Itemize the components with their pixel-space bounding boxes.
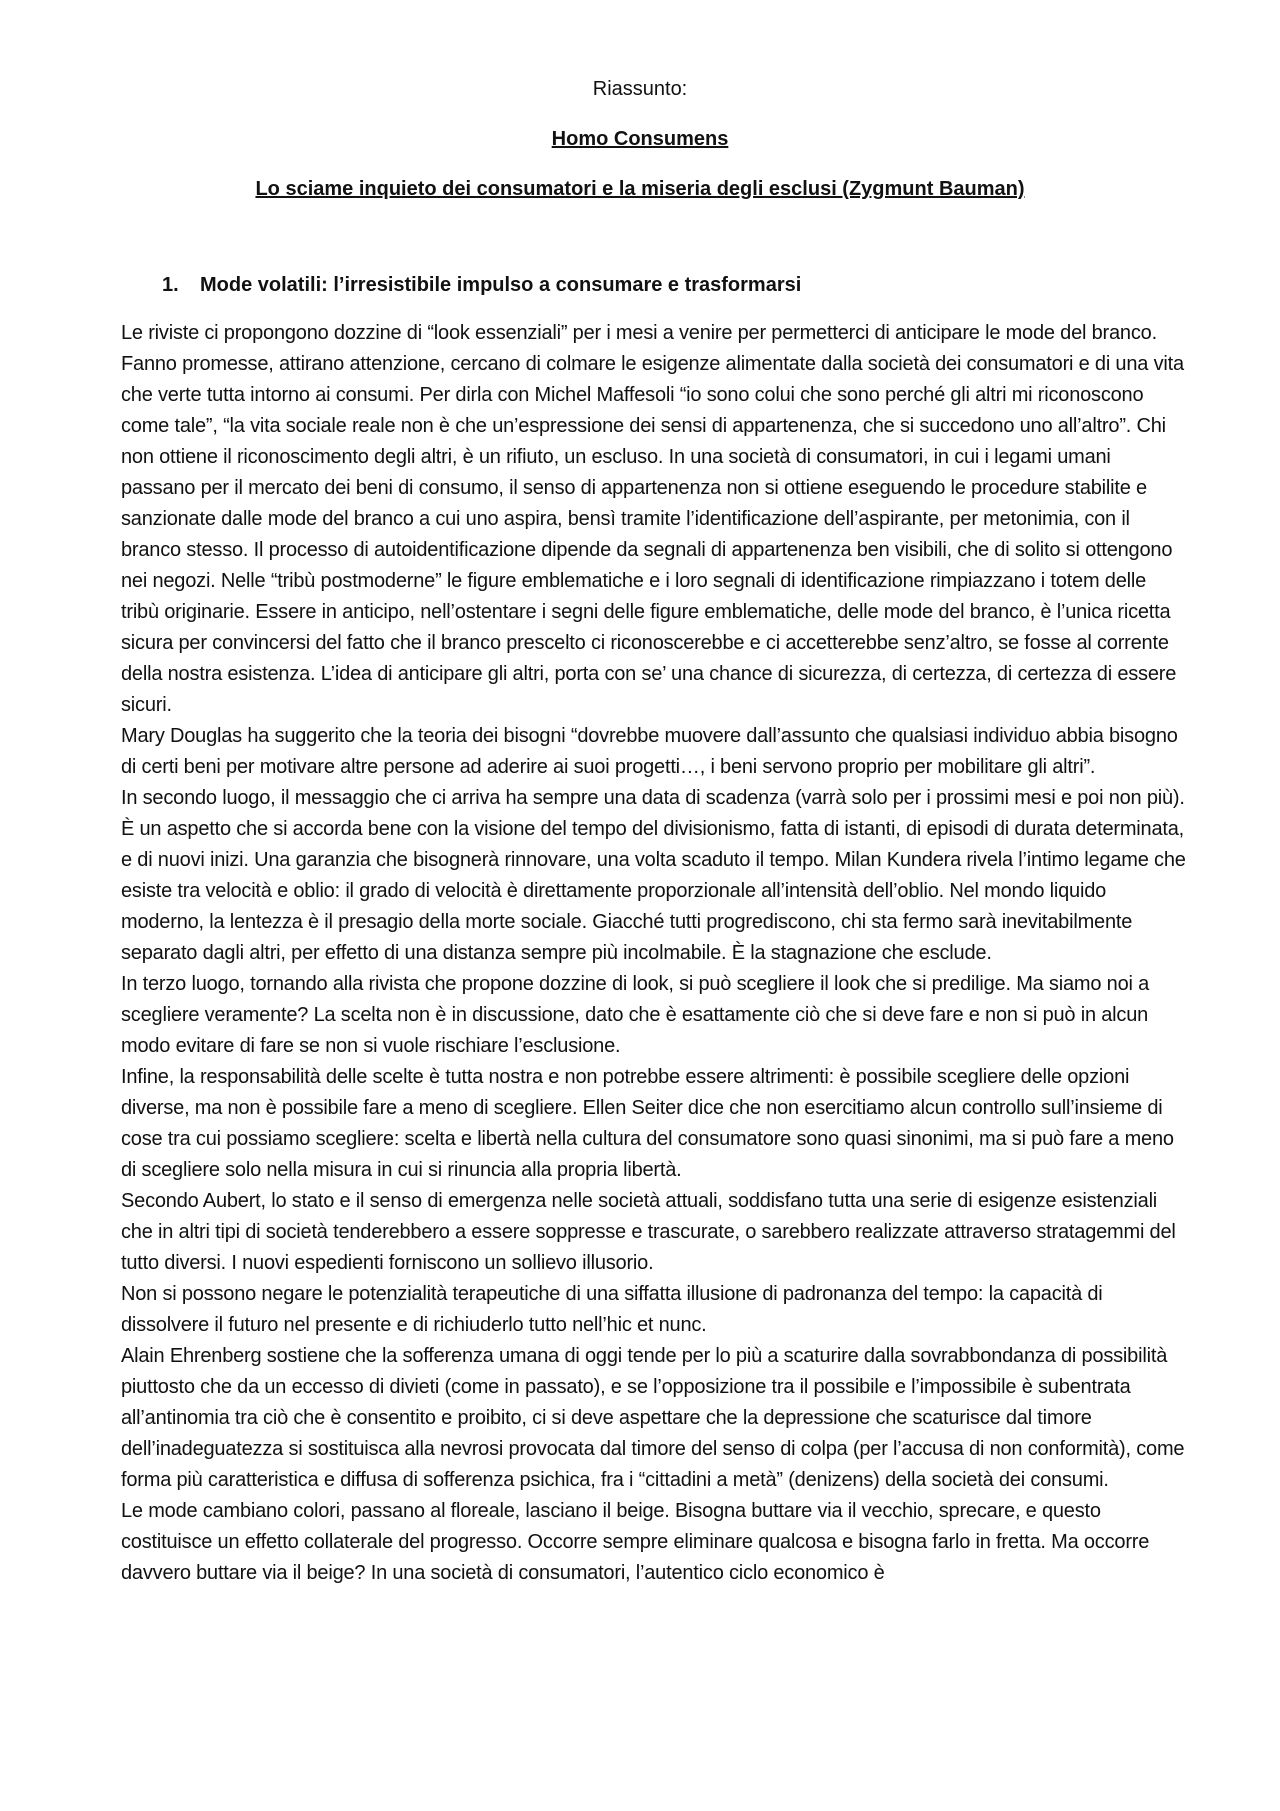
document-title: Homo Consumens [551,128,729,150]
section-number: 1. [162,274,179,296]
paragraph: Non si possono negare le potenzialità terapeutiche di una siffatta illusione di padronanza del tempo: la capacità di dissolvere il futuro nel presente e di richiuderlo tutto nell’hic et nunc. [121,1283,1103,1336]
paragraph: Le riviste ci propongono dozzine di “look essenziali” per i mesi a venire per permetterci di anticipare le mode del branco. Fanno promesse, attirano attenzione, cercano di colmare le esigenze alimentate dalla società dei consumatori e di una vita che verte tutta intorno ai consumi. Per dirla con Michel Maffesoli “io sono colui che sono perché gli altri mi riconoscono come tale”, “la vita sociale reale non è che un’espressione dei sensi di appartenenza, che si succedono uno all’altro”. Chi non ottiene il riconoscimento degli altri, è un rifiuto, un escluso. In una società di consumatori, in cui i legami umani passano per il mercato dei beni di consumo, il senso di appartenenza non si ottiene eseguendo le procedure stabilite e sanzionate dalle mode del branco a cui uno aspira, bensì tramite l’identificazione dell’aspirante, per metonimia, con il branco stesso. Il processo di autoidentificazione dipende da segnali di appartenenza ben visibili, che di solito si ottengono nei negozi. Nelle “tribù postmoderne” le figure emblematiche e i loro segnali di identificazione rimpiazzano i totem delle tribù originarie. Essere in anticipo, nell’ostentare i segni delle figure emblematiche, delle mode del branco, è l’unica ricetta sicura per convincersi del fatto che il branco prescelto ci riconoscerebbe e ci accetterebbe senz’altro, se fosse al corrente della nostra esistenza. L’idea di anticipare gli altri, porta con se’ una chance di sicurezza, di certezza, di certezza di essere sicuri. [121,322,1184,716]
paragraph: Alain Ehrenberg sostiene che la sofferenza umana di oggi tende per lo più a scaturire dalla sovrabbondanza di possibilità piuttosto che da un eccesso di divieti (come in passato), e se l’opposizione tra il possibile e l’impossibile è subentrata all’antinomia tra ciò che è consentito e proibito, ci si deve aspettare che la depressione che scaturisce dal timore dell’inadeguatezza si sostituisca alla nevrosi provocata dal timore del senso di colpa (per l’accusa di non conformità), come forma più caratteristica e diffusa di sofferenza psichica, fra i “cittadini a metà” (denizens) della società dei consumi. [121,1345,1185,1491]
body-text [121,318,1186,1589]
section-heading [162,272,801,298]
summary-label: Riassunto: [592,78,688,100]
paragraph: Infine, la responsabilità delle scelte è tutta nostra e non potrebbe essere altrimenti: è possibile scegliere delle opzioni diverse, ma non è possibile fare a meno di scegliere. Ellen Seiter dice che non esercitiamo alcun controllo sull’insieme di cose tra cui possiamo scegliere: scelta e libertà nella cultura del consumatore sono quasi sinonimi, ma si può fare a meno di scegliere solo nella misura in cui si rinuncia alla propria libertà. [121,1066,1174,1181]
section-heading-text: Mode volatili: l’irresistibile impulso a consumare e trasformarsi [200,274,802,296]
paragraph: In terzo luogo, tornando alla rivista che propone dozzine di look, si può scegliere il look che si predilige. Ma siamo noi a scegliere veramente? La scelta non è in discussione, dato che è esattamente ciò che si deve fare e non si può in alcun modo evitare di fare se non si vuole rischiare l’esclusione. [121,973,1150,1057]
paragraph: In secondo luogo, il messaggio che ci arriva ha sempre una data di scadenza (varrà solo per i prossimi mesi e poi non più). È un aspetto che si accorda bene con la visione del tempo del divisionismo, fatta di istanti, di episodi di durata determinata, e di nuovi inizi. Una garanzia che bisognerà rinnovare, una volta scaduto il tempo. Milan Kundera rivela l’intimo legame che esiste tra velocità e oblio: il grado di velocità è direttamente proporzionale all’intensità dell’oblio. Nel mondo liquido moderno, la lentezza è il presagio della morte sociale. Giacché tutti progrediscono, chi sta fermo sarà inevitabilmente separato dagli altri, per effetto di una distanza sempre più incolmabile. È la stagnazione che esclude. [121,787,1186,964]
paragraph: Mary Douglas ha suggerito che la teoria dei bisogni “dovrebbe muovere dall’assunto che qualsiasi individuo abbia bisogno di certi beni per motivare altre persone ad aderire ai suoi progetti…, i beni servono proprio per mobilitare gli altri”. [121,725,1178,778]
document-subtitle: Lo sciame inquieto dei consumatori e la miseria degli esclusi (Zygmunt Bauman) [255,178,1025,200]
paragraph: Le mode cambiano colori, passano al floreale, lasciano il beige. Bisogna buttare via il vecchio, sprecare, e questo costituisce un effetto collaterale del progresso. Occorre sempre eliminare qualcosa e bisogna farlo in fretta. Ma occorre davvero buttare via il beige? In una società di consumatori, l’autentico ciclo economico è [121,1500,1150,1584]
paragraph: Secondo Aubert, lo stato e il senso di emergenza nelle società attuali, soddisfano tutta una serie di esigenze esistenziali che in altri tipi di società tenderebbero a essere soppresse e trascurate, o sarebbero realizzate attraverso stratagemmi del tutto diversi. I nuovi espedienti forniscono un sollievo illusorio. [121,1190,1176,1274]
